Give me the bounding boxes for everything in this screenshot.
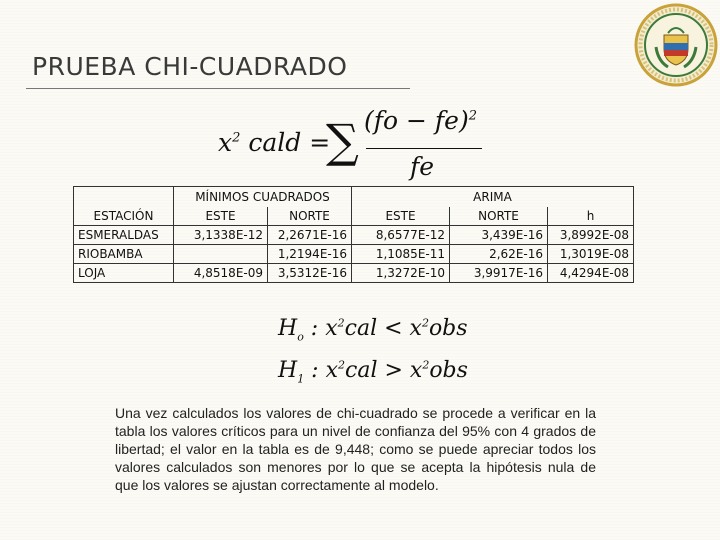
- h0-expr-a: : x: [303, 316, 338, 341]
- h1-expr-b: cal > x: [345, 358, 423, 383]
- cell-ar-norte: 2,62E-16: [450, 245, 548, 264]
- sigma-symbol: ∑: [326, 114, 359, 168]
- column-header-mc-norte: NORTE: [268, 207, 352, 226]
- cell-mc-este: [174, 245, 268, 264]
- table-group-row: [74, 187, 634, 208]
- h1-exp-b: 2: [422, 358, 430, 372]
- formula-numerator: [364, 106, 477, 135]
- formula-numerator-exp: 2: [468, 108, 477, 124]
- h1-symbol: H: [278, 358, 298, 383]
- table-row: [74, 264, 634, 283]
- formula-denominator: fe: [410, 152, 435, 181]
- conclusion-paragraph: Una vez calculados los valores de chi-cuadrado se procede a verificar en la tabla los valores críticos para un nivel de confianza del 95% con 4 grados de libertad; el valor en la tabla es de 9,448; como se puede apreciar todos los valores calculados son menores por lo que se acepta la hipótesis nula de que los valores se ajustan correctamente al modelo.: [115, 405, 596, 493]
- formula-lhs-rest: cald =: [240, 128, 331, 157]
- cell-estacion: RIOBAMBA: [74, 245, 174, 264]
- slide-title: PRUEBA CHI-CUADRADO: [32, 52, 348, 81]
- table-row: [74, 226, 634, 245]
- h0-exp-b: 2: [421, 316, 429, 330]
- table-group-empty: [74, 187, 174, 208]
- title-underline: [26, 88, 410, 89]
- h1-expr-a: : x: [304, 358, 338, 383]
- formula-lhs-exp: 2: [232, 130, 241, 146]
- formula-lhs-base: x: [218, 128, 233, 157]
- column-header-mc-este: ESTE: [174, 207, 268, 226]
- cell-ar-este: 1,1085E-11: [352, 245, 450, 264]
- cell-ar-norte: 3,9917E-16: [450, 264, 548, 283]
- group-header-minimos: MÍNIMOS CUADRADOS: [174, 187, 352, 208]
- cell-mc-este: 3,1338E-12: [174, 226, 268, 245]
- university-seal-icon: [634, 3, 718, 87]
- formula-numerator-text: (fo − fe): [364, 106, 469, 135]
- cell-mc-norte: 1,2194E-16: [268, 245, 352, 264]
- h0-symbol: H: [278, 316, 298, 341]
- cell-h: 4,4294E-08: [548, 264, 634, 283]
- table-header-row: [74, 207, 634, 226]
- h1-exp-a: 2: [338, 358, 345, 372]
- results-table: [73, 186, 634, 283]
- formula-lhs: [218, 128, 330, 157]
- group-header-arima: ARIMA: [352, 187, 634, 208]
- cell-mc-norte: 2,2671E-16: [268, 226, 352, 245]
- column-header-h: h: [548, 207, 634, 226]
- alternative-hypothesis: [278, 358, 468, 385]
- h0-expr-b: cal < x: [344, 316, 422, 341]
- cell-ar-este: 8,6577E-12: [352, 226, 450, 245]
- cell-h: 1,3019E-08: [548, 245, 634, 264]
- cell-h: 3,8992E-08: [548, 226, 634, 245]
- cell-ar-norte: 3,439E-16: [450, 226, 548, 245]
- cell-ar-este: 1,3272E-10: [352, 264, 450, 283]
- cell-mc-norte: 3,5312E-16: [268, 264, 352, 283]
- table-row: [74, 245, 634, 264]
- chi-square-formula: [212, 100, 492, 190]
- column-header-ar-norte: NORTE: [450, 207, 548, 226]
- h0-expr-c: obs: [428, 316, 468, 341]
- cell-estacion: LOJA: [74, 264, 174, 283]
- cell-estacion: ESMERALDAS: [74, 226, 174, 245]
- column-header-ar-este: ESTE: [352, 207, 450, 226]
- h0-exp-a: 2: [337, 316, 345, 330]
- fraction-bar: [366, 148, 482, 149]
- column-header-estacion: ESTACIÓN: [74, 207, 174, 226]
- h0-sub: o: [297, 330, 304, 344]
- null-hypothesis: [278, 316, 468, 343]
- h1-expr-c: obs: [429, 358, 468, 383]
- h1-sub: 1: [297, 372, 305, 386]
- cell-mc-este: 4,8518E-09: [174, 264, 268, 283]
